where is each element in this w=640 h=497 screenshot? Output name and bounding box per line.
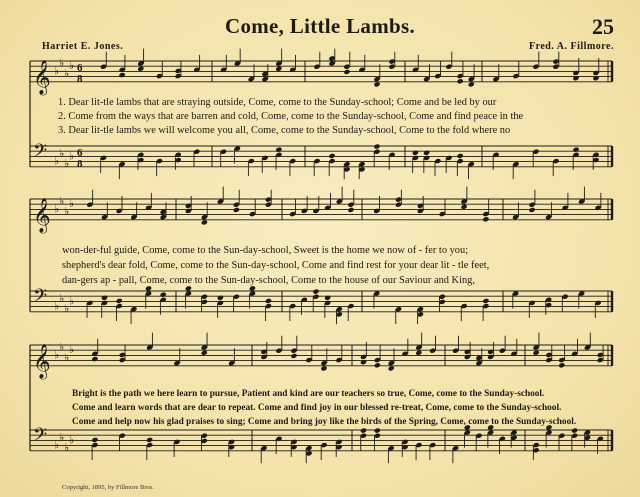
lyric-line: 1. Dear lit-tle lambs that are straying outside, Come, come to the Sunday-school; Come and be led by our — [58, 97, 497, 108]
note-head — [423, 150, 430, 156]
time-signature-top: 6 — [77, 146, 83, 159]
note-head — [91, 356, 98, 362]
lyric-line: won-der-ful guide, Come, come to the Sun-day-school, Sweet is the home we now of - fer to you; — [62, 245, 469, 256]
lyricist-credit: Harriet E. Jones. — [42, 41, 124, 52]
time-signature-top: 6 — [77, 61, 83, 74]
note-head — [233, 207, 240, 213]
note-head — [482, 298, 489, 304]
note-head — [360, 359, 367, 365]
flat-icon: ♭ — [59, 291, 65, 305]
composer-credit: Fred. A. Fillmore. — [528, 41, 614, 52]
note-head — [457, 153, 464, 159]
flat-icon: ♭ — [54, 299, 60, 313]
flat-icon: ♭ — [54, 154, 60, 168]
note-head — [374, 427, 381, 433]
note-head — [529, 207, 536, 213]
note-head — [347, 207, 354, 213]
note-head — [457, 78, 464, 84]
page-number: 25 — [592, 14, 614, 39]
flat-icon: ♭ — [54, 202, 60, 216]
bass-clef-icon: 𝄢 — [33, 286, 48, 311]
flat-icon: ♭ — [59, 430, 65, 444]
flat-icon: ♭ — [64, 302, 70, 316]
lyric-line: dan-gers ap - pall, Come, come to the Sun-day-school, Come to the house of our Saviour and King, — [62, 275, 475, 286]
lyric-line: Bright is the path we here learn to pursue, Patient and kind are our teachers so true, Come, come to the Sunday-school. — [72, 389, 545, 399]
note-head — [324, 295, 331, 301]
note-head — [572, 147, 579, 153]
lyric-line: 3. Dear lit-tle lambs we will welcome you all, Come, come to the Sunday-school, Come to the fold where no — [58, 125, 511, 136]
lyric-line: shepherd's dear fold, Come, come to the Sun-day-school, Come and find rest for your dear lit - tle feet, — [62, 260, 490, 271]
flat-icon: ♭ — [64, 205, 70, 218]
note-head — [343, 69, 350, 75]
note-head — [116, 298, 123, 304]
flat-icon: ♭ — [54, 64, 60, 78]
note-head — [217, 295, 224, 301]
note-head — [290, 353, 297, 359]
treble-clef-icon: 𝄞 — [33, 343, 51, 379]
note-head — [360, 427, 367, 433]
flat-icon: ♭ — [54, 438, 60, 452]
note-head — [119, 72, 126, 78]
flat-icon: ♭ — [69, 149, 75, 163]
flat-icon: ♭ — [64, 441, 70, 455]
treble-clef-icon: 𝄞 — [33, 59, 51, 95]
flat-icon: ♭ — [69, 294, 75, 308]
note-head — [412, 150, 419, 156]
note-head — [572, 75, 579, 81]
note-head — [571, 427, 578, 433]
note-head — [146, 437, 153, 443]
flat-icon: ♭ — [59, 146, 65, 160]
note-head — [373, 143, 380, 149]
bass-clef-icon: 𝄢 — [33, 141, 48, 166]
lyric-line: 2. Come from the ways that are barren and cold, Come, come to the Sunday-school, Come and find peace in the — [58, 111, 524, 122]
note-head — [374, 362, 381, 368]
flat-icon: ♭ — [69, 343, 75, 357]
flat-icon: ♭ — [54, 348, 60, 362]
flat-icon: ♭ — [69, 197, 75, 211]
note-head — [101, 295, 108, 301]
note-head — [91, 437, 98, 443]
flat-icon: ♭ — [64, 351, 70, 364]
lyric-line: Come and help now his glad praises to sing; Come and bring joy like the birds of the Spring, Come, come to the Sunday-school. — [72, 417, 577, 427]
bass-clef-icon: 𝄢 — [33, 425, 48, 450]
time-signature-bottom: 8 — [77, 72, 83, 85]
flat-icon: ♭ — [64, 67, 70, 80]
treble-clef-icon: 𝄞 — [33, 197, 51, 233]
lyric-line: Come and learn words that are dear to repeat. Come and find joy in our blessed re-treat, Come, come to the Sunday-school. — [72, 403, 562, 413]
copyright-notice: Copyright, 1895, by Fillmore Bros. — [62, 484, 154, 491]
note-head — [312, 288, 319, 294]
flat-icon: ♭ — [59, 340, 65, 354]
note-head — [558, 362, 565, 368]
hymn-title: Come, Little Lambs. — [224, 14, 415, 38]
note-head — [160, 292, 167, 298]
note-head — [275, 147, 282, 153]
time-signature-bottom: 8 — [77, 157, 83, 170]
note-head — [592, 75, 599, 81]
flat-icon: ♭ — [59, 56, 65, 70]
flat-icon: ♭ — [69, 59, 75, 73]
note-head — [265, 298, 272, 304]
flat-icon: ♭ — [69, 433, 75, 447]
note-head — [482, 216, 489, 222]
flat-icon: ♭ — [64, 157, 70, 171]
flat-icon: ♭ — [59, 194, 65, 208]
note-head — [328, 153, 335, 159]
